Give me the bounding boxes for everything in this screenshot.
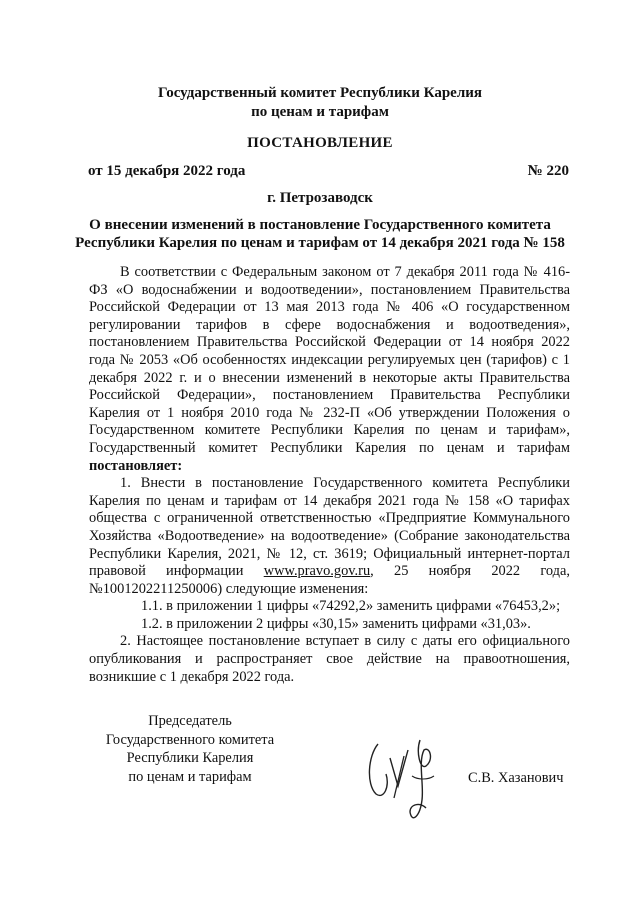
- item-1-text: 1. Внести в постановление Государственного комитета Республики Карелия по ценам и тарифам от 14 декабря 2021 года № 158 «О тарифах общества с ограниченной ответственностью «Предприятие Коммунального Хозяйства «Водоотведение» на водоотведение» (Собрание законодательства Республики Карелия, 2021, № 12, ст. 3619; Официальный интернет-портал правовой информации: [89, 475, 570, 580]
- item-1-1: 1.1. в приложении 1 цифры «74292,2» заменить цифрами «76453,2»;: [141, 598, 561, 615]
- preamble-colon: :: [177, 457, 183, 474]
- signatory-title: [90, 712, 290, 786]
- handwritten-signature: [364, 736, 448, 826]
- document-body: [89, 264, 570, 686]
- signatory-title-line-2: Государственного комитета: [105, 731, 275, 748]
- item-2-paragraph: 2. Настоящее постановление вступает в силу с даты его официального опубликования и распространяет свое действие на правоотношения, возникшие с 1 декабря 2022 года.: [89, 633, 570, 685]
- signatory-title-line-3: Республики Карелия: [126, 750, 254, 766]
- document-date: от 15 декабря 2022 года: [88, 163, 246, 179]
- signatory-title-line-4: по ценам и тарифам: [128, 768, 252, 785]
- pravo-link[interactable]: www.pravo.gov.ru: [263, 563, 371, 580]
- preamble-text: В соответствии с Федеральным законом от 7 декабря 2011 года № 416-ФЗ «О водоснабжении и водоотведении», постановлением Правительства Российской Федерации от 13 мая 2013 года № 406 «О государственном регулировании тарифов в сфере водоснабжения и водоотведения», постановлением Правительства Российской Федерации от 14 ноября 2022 года № 2053 «Об особенностях индексации регулируемых цен (тарифов) с 1 декабря 2022 г. и о внесении изменений в некоторые акты Правительства Российской Федерации», постановлением Правительства Республики Карелия от 1 ноября 2010 года № 232-П «Об утверждении Положения о Государственном комитете Республики Карелия по ценам и тарифам», Государственный комитет Республики Карелия по ценам и тарифам: [89, 264, 570, 456]
- item-1-2: 1.2. в приложении 2 цифры «30,15» заменить цифрами «31,03».: [141, 615, 531, 632]
- preamble-keyword: постановляет: [89, 457, 178, 474]
- subject-line-2: Республики Карелия по ценам и тарифам от 14 декабря 2021 года № 158: [75, 235, 565, 251]
- subject-line-1: О внесении изменений в постановление Государственного комитета: [89, 217, 551, 233]
- preamble-paragraph: [89, 264, 570, 475]
- item-1-paragraph: [89, 475, 570, 598]
- authority-line-1: Государственный комитет Республики Карелия: [158, 85, 482, 101]
- item-1-text-end: , 25 ноября 2022 года, №1001202211250006) следующие изменения:: [89, 563, 570, 597]
- document-number: № 220: [527, 163, 569, 179]
- signatory-title-line-1: Председатель: [148, 713, 232, 729]
- issuing-authority: [0, 84, 640, 122]
- authority-line-2: по ценам и тарифам: [251, 104, 389, 120]
- signatory-name: С.В. Хазанович: [468, 770, 564, 786]
- document-city: г. Петрозаводск: [267, 190, 373, 206]
- document-type: ПОСТАНОВЛЕНИЕ: [247, 135, 393, 151]
- document-subject: [60, 216, 580, 252]
